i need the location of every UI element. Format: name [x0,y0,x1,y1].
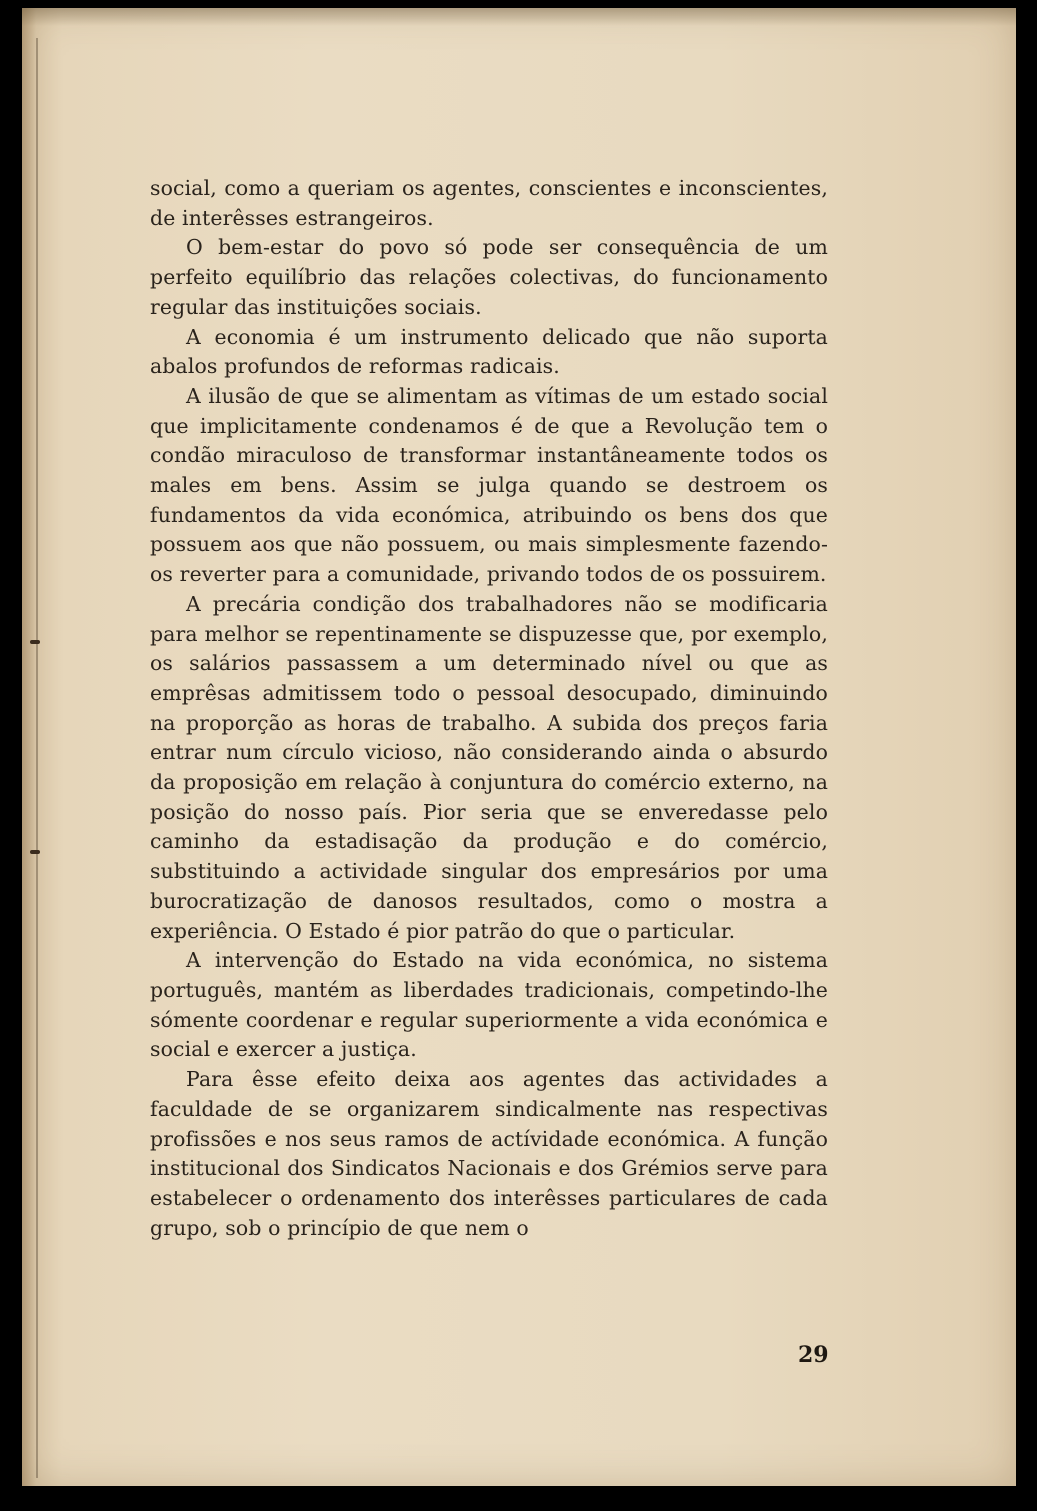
body-text [150,174,828,1243]
paragraph: O bem-estar do povo só pode ser consequência de um perfeito equilíbrio das relações colectivas, do funcionamento regular das instituições sociais. [150,235,828,319]
staple-mark [30,640,40,644]
paragraph: social, como a queriam os agentes, conscientes e inconscientes, de interêsses estrangeiros. [150,176,828,230]
staple-mark [30,850,40,854]
paragraph: A intervenção do Estado na vida económica, no sistema português, mantém as liberdades tradicionais, competindo-lhe sómente coordenar e regular superiormente a vida económica e social e exercer a justiça. [150,948,828,1062]
paragraph: A economia é um instrumento delicado que não suporta abalos profundos de reformas radicais. [150,324,828,379]
paragraph: A precária condição dos trabalhadores não se modificaria para melhor se repentinamente se dispuzesse que, por exemplo, os salários passassem a um determinado nível ou que as emprêsas admitissem todo o pessoal desocupado, diminuindo na proporção as horas de trabalho. A subida dos preços faria entrar num círculo vicioso, não considerando ainda o absurdo da proposição em relação à conjuntura do comércio externo, na posição do nosso país. Pior seria que se enveredasse pelo caminho da estadisação da produção e do comércio, substituindo a actividade singular dos empresários por uma burocratização de danosos resultados, como o mostra a experiência. O Estado é pior patrão do que o particular. [150,591,828,943]
paragraph: Para êsse efeito deixa aos agentes das actividades a faculdade de se organizarem sindicalmente nas respectivas profissões e nos seus ramos de actívidade económica. A função institucional dos Sindicatos Nacionais e dos Grémios serve para estabelecer o ordenamento dos interêsses particulares de cada grupo, sob o princípio de que nem o [150,1067,828,1240]
binding-line [36,38,38,1478]
paragraph: A ilusão de que se alimentam as vítimas de um estado social que implicitamente condenamos é de que a Revolução tem o condão miraculoso de transformar instantâneamente todos os males em bens. Assim se julga quando se destroem os fundamentos da vida económica, atribuindo os bens dos que possuem aos que não possuem, ou mais simplesmente fazendo-os reverter para a comunidade, privando todos de os possuirem. [150,383,828,587]
page-edge-shadow [22,8,36,1486]
top-edge-shadow [22,8,1016,26]
page-number: 29 [798,1342,829,1368]
book-page [22,8,1016,1486]
